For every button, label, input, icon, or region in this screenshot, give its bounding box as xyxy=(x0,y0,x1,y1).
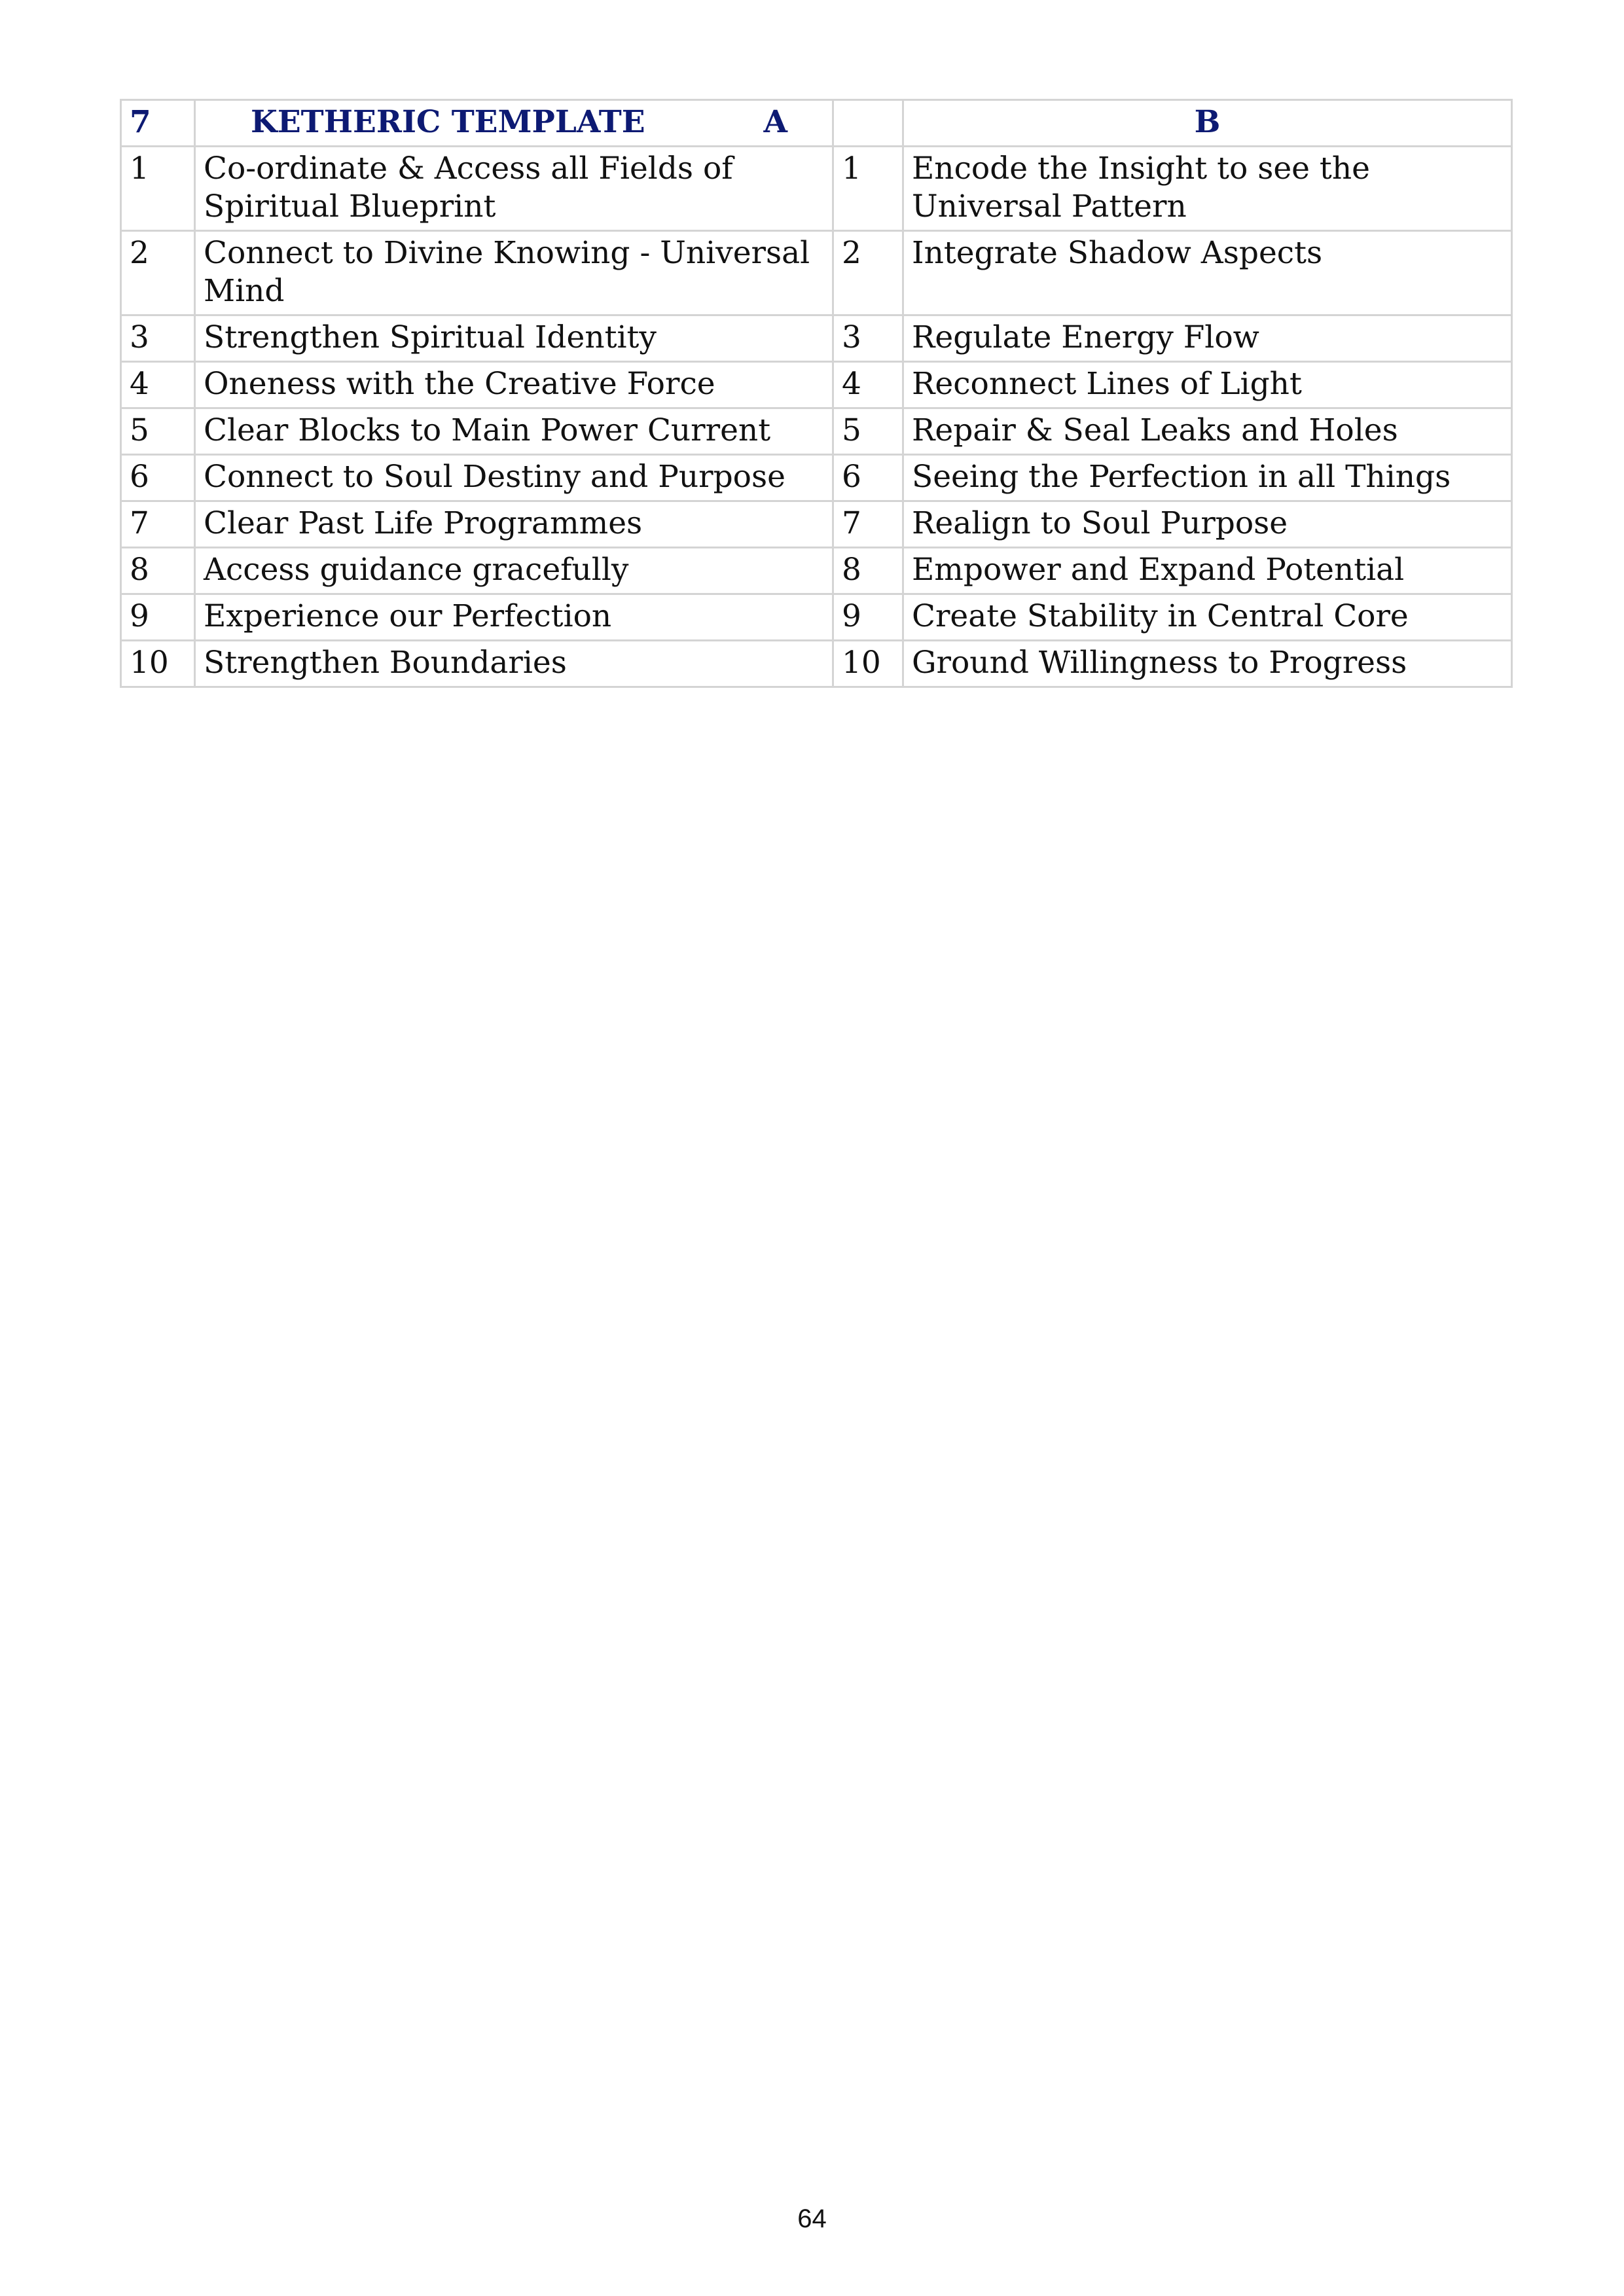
row-b-number: 8 xyxy=(833,548,903,594)
row-b-text: Repair & Seal Leaks and Holes xyxy=(903,408,1512,455)
table-title: KETHERIC TEMPLATE xyxy=(251,104,645,140)
row-b-number: 4 xyxy=(833,362,903,408)
row-a-number: 9 xyxy=(121,594,195,641)
row-a-text: Oneness with the Creative Force xyxy=(195,362,833,408)
page-number: 64 xyxy=(797,2204,827,2233)
table-row xyxy=(121,501,1512,548)
row-a-text: Strengthen Boundaries xyxy=(195,641,833,687)
row-b-number: 1 xyxy=(833,147,903,231)
table-row xyxy=(121,147,1512,231)
row-a-text: Clear Blocks to Main Power Current xyxy=(195,408,833,455)
row-b-text: Reconnect Lines of Light xyxy=(903,362,1512,408)
row-b-number: 3 xyxy=(833,315,903,362)
row-a-number: 4 xyxy=(121,362,195,408)
row-b-number: 7 xyxy=(833,501,903,548)
row-b-text: Encode the Insight to see the Universal Pattern xyxy=(903,147,1512,231)
row-b-number: 2 xyxy=(833,231,903,315)
header-a-wrap xyxy=(204,103,832,141)
row-a-text: Co-ordinate & Access all Fields of Spiritual Blueprint xyxy=(195,147,833,231)
column-b-label: B xyxy=(903,100,1512,147)
row-b-text: Realign to Soul Purpose xyxy=(903,501,1512,548)
header-number: 7 xyxy=(121,100,195,147)
table-row xyxy=(121,231,1512,315)
table-body xyxy=(121,100,1512,687)
row-a-text: Strengthen Spiritual Identity xyxy=(195,315,833,362)
row-b-number: 10 xyxy=(833,641,903,687)
row-a-text: Clear Past Life Programmes xyxy=(195,501,833,548)
table-header-row xyxy=(121,100,1512,147)
row-b-text: Create Stability in Central Core xyxy=(903,594,1512,641)
table-row xyxy=(121,362,1512,408)
ketheric-template-table xyxy=(120,99,1513,688)
row-b-text: Ground Willingness to Progress xyxy=(903,641,1512,687)
row-b-text: Seeing the Perfection in all Things xyxy=(903,455,1512,501)
table-row xyxy=(121,455,1512,501)
row-b-number: 5 xyxy=(833,408,903,455)
row-a-number: 2 xyxy=(121,231,195,315)
row-a-number: 7 xyxy=(121,501,195,548)
row-a-text: Connect to Soul Destiny and Purpose xyxy=(195,455,833,501)
row-a-text: Access guidance gracefully xyxy=(195,548,833,594)
row-b-number: 6 xyxy=(833,455,903,501)
row-b-text: Regulate Energy Flow xyxy=(903,315,1512,362)
column-a-label: A xyxy=(763,104,787,140)
row-a-number: 3 xyxy=(121,315,195,362)
row-b-number: 9 xyxy=(833,594,903,641)
row-a-number: 8 xyxy=(121,548,195,594)
table-row xyxy=(121,594,1512,641)
row-a-number: 10 xyxy=(121,641,195,687)
table-row xyxy=(121,315,1512,362)
table-row xyxy=(121,641,1512,687)
row-b-text: Integrate Shadow Aspects xyxy=(903,231,1512,315)
row-b-text: Empower and Expand Potential xyxy=(903,548,1512,594)
row-a-text: Experience our Perfection xyxy=(195,594,833,641)
row-a-number: 5 xyxy=(121,408,195,455)
header-blank-cell xyxy=(833,100,903,147)
row-a-text: Connect to Divine Knowing - Universal Mind xyxy=(195,231,833,315)
table-row xyxy=(121,408,1512,455)
header-column-a xyxy=(195,100,833,147)
table-row xyxy=(121,548,1512,594)
row-a-number: 1 xyxy=(121,147,195,231)
row-a-number: 6 xyxy=(121,455,195,501)
